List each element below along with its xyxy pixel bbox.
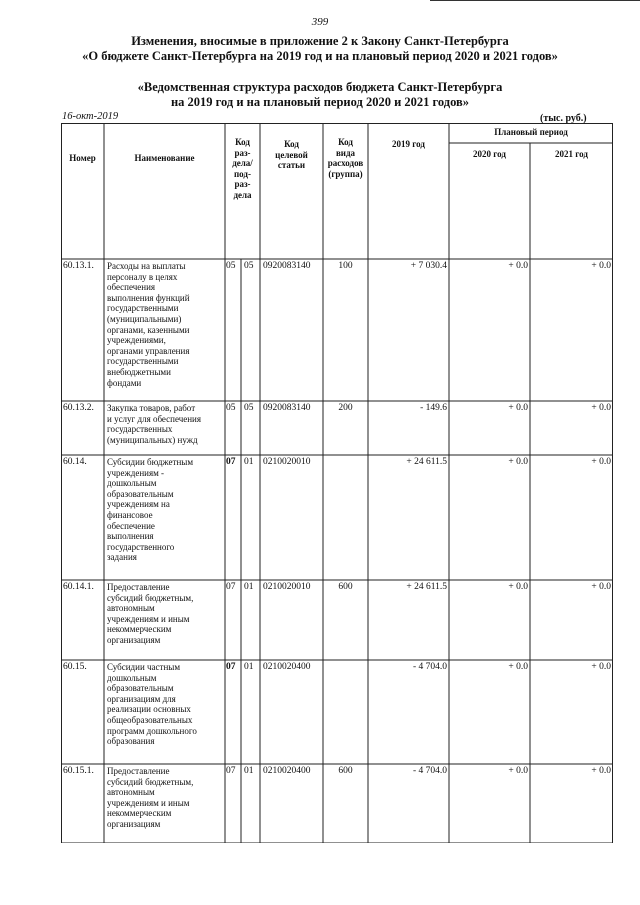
row-target: 0210020400 (263, 766, 311, 776)
row-number: 60.15.1. (63, 766, 94, 776)
row-name-line: субсидий бюджетным, (107, 776, 194, 787)
row-2021: + 0.0 (591, 457, 611, 467)
row-name-line: Субсидии бюджетным (107, 457, 194, 467)
header-section-line: под- (234, 168, 251, 179)
title-line: «О бюджете Санкт-Петербурга на 2019 год и на плановый период 2020 и 2021 годов» (82, 49, 558, 63)
row-subsection: 05 (244, 403, 254, 413)
row-name-line: автономным (107, 603, 155, 614)
expenditure-table (61, 123, 613, 843)
document-subtitle (0, 80, 640, 110)
row-name (107, 662, 225, 747)
header-type (323, 137, 368, 179)
row-name-line: фондами (107, 377, 142, 388)
row-name-line: государственными (107, 356, 179, 367)
row-section: 05 (226, 403, 236, 413)
row-section: 05 (226, 261, 236, 271)
page-number: 399 (311, 16, 329, 28)
row-name-line: задания (107, 552, 137, 563)
row-number: 60.14. (63, 457, 87, 467)
subtitle-line: «Ведомственная структура расходов бюджета Санкт-Петербурга (137, 80, 503, 94)
top-rule (430, 0, 640, 1)
header-planned: Плановый период (494, 127, 568, 137)
row-name-line: образовательным (107, 488, 174, 499)
row-2021: + 0.0 (591, 582, 611, 592)
row-number: 60.15. (63, 662, 87, 672)
row-type: 600 (338, 766, 353, 776)
header-number: Номер (69, 153, 96, 163)
row-name-line: Предоставление (107, 582, 170, 592)
header-2021: 2021 год (555, 149, 588, 159)
header-target-line: целевой (275, 149, 308, 160)
row-name-line: Предоставление (107, 766, 170, 776)
row-section: 07 (226, 766, 236, 776)
subtitle-line: на 2019 год и на плановый период 2020 и 2021 годов» (170, 95, 470, 109)
row-name-line: образования (107, 736, 155, 747)
title-line: Изменения, вносимые в приложение 2 к Закону Санкт-Петербурга (131, 34, 509, 48)
header-target-line: Код (284, 139, 299, 149)
row-name-line: обеспечение (107, 520, 155, 531)
row-name-line: персоналу в целях (107, 271, 178, 282)
header-type-line: Код (338, 137, 353, 147)
row-2019: - 4 704.0 (412, 662, 447, 672)
row-section: 07 (226, 582, 236, 592)
row-name-line: организациям (107, 634, 161, 645)
row-2021: + 0.0 (591, 662, 611, 672)
header-type-line: (группа) (328, 168, 363, 179)
document-title (0, 34, 640, 64)
row-2021: + 0.0 (591, 261, 611, 271)
row-name-line: реализации основных (107, 704, 191, 715)
header-type-line: вида (335, 147, 356, 158)
row-name-line: дошкольным (107, 672, 157, 683)
row-target: 0210020010 (263, 457, 311, 467)
row-name-line: обеспечения (107, 282, 156, 293)
row-2020: + 0.0 (508, 766, 528, 776)
row-name-line: учреждениями, (107, 335, 166, 346)
row-name-line: Субсидии частным (107, 662, 181, 672)
row-2020: + 0.0 (508, 662, 528, 672)
row-subsection: 01 (244, 662, 254, 672)
row-type: 600 (338, 582, 353, 592)
row-2021: + 0.0 (591, 766, 611, 776)
row-subsection: 05 (244, 261, 254, 271)
row-name (107, 457, 225, 563)
row-target: 0920083140 (263, 403, 311, 413)
row-name-line: организациям для (107, 693, 176, 704)
row-name-line: внебюджетными (107, 366, 171, 377)
row-name-line: финансовое (107, 509, 153, 520)
row-type: 100 (338, 261, 353, 271)
row-number: 60.13.2. (63, 403, 94, 413)
row-name-line: общеобразовательных (107, 714, 193, 725)
row-name-line: выполнения (107, 531, 154, 542)
row-name-line: Расходы на выплаты (107, 261, 186, 271)
row-name-line: органами, казенными (107, 324, 190, 335)
row-name-line: учреждениям на (107, 499, 170, 510)
row-name-line: автономным (107, 787, 155, 798)
row-name-line: организациям (107, 818, 161, 829)
row-section: 07 (226, 457, 236, 467)
header-target (260, 139, 323, 171)
row-name-line: (муниципальных) нужд (107, 434, 198, 445)
header-target-line: статьи (277, 160, 306, 171)
row-type: 200 (338, 403, 353, 413)
row-name-line: Закупка товаров, работ (107, 403, 196, 413)
row-2019: + 24 611.5 (406, 582, 447, 592)
header-name: Наименование (134, 153, 195, 163)
row-name-line: учреждениям и иным (107, 613, 190, 624)
row-2021: + 0.0 (591, 403, 611, 413)
document-date: 16-окт-2019 (62, 111, 119, 122)
header-section-line: раз- (234, 147, 251, 158)
row-name-line: государственных (107, 424, 173, 435)
header-section-line: дела (233, 189, 252, 200)
row-number: 60.13.1. (63, 261, 94, 271)
row-name-line: субсидий бюджетным, (107, 592, 194, 603)
row-2019: + 24 611.5 (406, 457, 447, 467)
row-name-line: выполнения функций (107, 292, 190, 303)
row-2020: + 0.0 (508, 403, 528, 413)
row-section: 07 (226, 662, 236, 672)
header-2019: 2019 год (392, 139, 425, 149)
header-section (225, 137, 260, 201)
row-name-line: образовательным (107, 683, 174, 694)
row-name (107, 766, 225, 830)
row-name-line: программ дошкольного (107, 725, 197, 736)
header-type-line: расходов (327, 158, 364, 169)
row-name (107, 582, 225, 646)
row-2020: + 0.0 (508, 457, 528, 467)
row-subsection: 01 (244, 766, 254, 776)
row-name (107, 261, 225, 388)
header-section-line: дела/ (232, 158, 253, 169)
header-section-line: Код (235, 137, 250, 147)
row-subsection: 01 (244, 457, 254, 467)
row-name (107, 403, 225, 445)
row-name-line: некоммерческим (107, 808, 172, 819)
row-name-line: учреждениям - (107, 467, 165, 478)
units-label: (тыс. руб.) (540, 113, 587, 124)
row-number: 60.14.1. (63, 582, 94, 592)
header-section-line: раз- (234, 179, 251, 190)
row-name-line: и услуг для обеспечения (107, 413, 202, 424)
row-name-line: государственными (107, 303, 179, 314)
row-2020: + 0.0 (508, 582, 528, 592)
row-2019: + 7 030.4 (410, 261, 447, 271)
row-target: 0210020400 (263, 662, 311, 672)
row-target: 0920083140 (263, 261, 311, 271)
row-name-line: государственного (107, 541, 175, 552)
row-2020: + 0.0 (508, 261, 528, 271)
row-name-line: органами управления (107, 345, 190, 356)
row-name-line: учреждениям и иным (107, 797, 190, 808)
row-2019: - 149.6 (420, 403, 447, 413)
row-2019: - 4 704.0 (412, 766, 447, 776)
row-name-line: (муниципальными) (107, 313, 182, 324)
row-name-line: дошкольным (107, 478, 157, 489)
row-subsection: 01 (244, 582, 254, 592)
row-target: 0210020010 (263, 582, 311, 592)
header-2020: 2020 год (473, 149, 506, 159)
row-name-line: некоммерческим (107, 624, 172, 635)
